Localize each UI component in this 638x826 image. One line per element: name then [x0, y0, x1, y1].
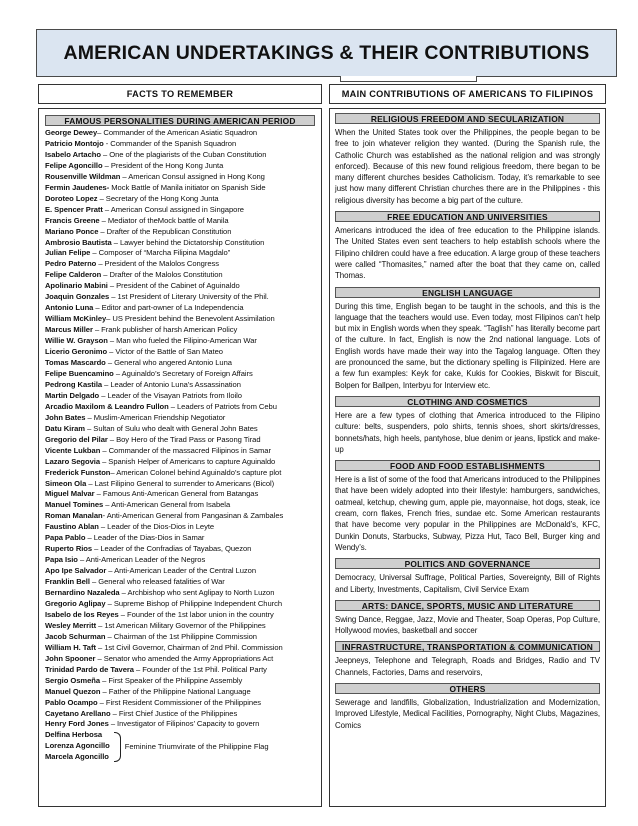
- personality-row: [45, 435, 317, 446]
- personality-row: [45, 259, 317, 270]
- personality-description: – Mediator of theMock battle of Manila: [99, 215, 229, 225]
- contribution-heading: RELIGIOUS FREEDOM AND SECULARIZATION: [335, 113, 600, 124]
- personalities-panel: [38, 108, 322, 807]
- personality-name: Pedro Paterno: [45, 259, 97, 269]
- personality-name: Martin Delgado: [45, 390, 100, 400]
- personality-row: [45, 610, 317, 621]
- personality-row: [45, 621, 317, 632]
- triumvirate-row: [45, 730, 110, 741]
- personality-row: [45, 292, 317, 303]
- personality-name: Cayetano Arellano: [45, 708, 111, 718]
- personality-description: – President of the Cabinet of Aguinaldo: [107, 281, 240, 291]
- personality-row: [45, 183, 317, 194]
- personality-name: John Bates: [45, 412, 86, 422]
- personality-description: – Muslim-American Friendship Negotiator: [85, 412, 226, 422]
- contribution-text: Sewerage and landfills, Globalization, Industrialization and Modernization, Improved Lifestyle, Medical Facilities, Pornography, Night Clubs, Magazines, Comics: [335, 697, 600, 730]
- personality-row: [45, 369, 317, 380]
- personality-description: – First Chief Justice of the Philippines: [110, 708, 238, 718]
- contribution-text: Swing Dance, Reggae, Jazz, Movie and Theater, Soap Operas, Pop Culture, Hollywood movies, basketball and soccer: [335, 614, 600, 636]
- personality-row: [45, 161, 317, 172]
- personality-description: – Secretary of the Hong Kong Junta: [97, 193, 219, 203]
- personality-description: – Leader of the Visayan Patriots from Iloilo: [99, 390, 242, 400]
- personality-description: – Leader of the Dias-Dios in Samar: [85, 533, 205, 543]
- contribution-heading: ARTS: DANCE, SPORTS, MUSIC AND LITERATURE: [335, 600, 600, 611]
- personality-description: – Composer of “Marcha Filipina Magdalo”: [90, 248, 231, 258]
- contribution-heading: ENGLISH LANGUAGE: [335, 287, 600, 298]
- personality-description: – Supreme Bishop of Philippine Independent Church: [105, 598, 283, 608]
- personality-description: – Sultan of Sulu who dealt with General John Bates: [85, 423, 258, 433]
- personality-description: – Father of the Philippine National Language: [100, 686, 251, 696]
- personality-row: [45, 194, 317, 205]
- personality-name: Ambrosio Bautista: [45, 237, 112, 247]
- personality-row: [45, 555, 317, 566]
- personality-name: Sergio Osmeña: [45, 675, 101, 685]
- personality-description: – Anti-American General from Isabela: [103, 500, 231, 510]
- personality-row: [45, 227, 317, 238]
- personality-name: Pablo Ocampo: [45, 697, 98, 707]
- personality-row: [45, 489, 317, 500]
- personality-name: Franklin Bell: [45, 577, 90, 587]
- triumvirate-member: Delfina Herbosa: [45, 730, 103, 740]
- personality-row: [45, 698, 317, 709]
- personality-row: [45, 336, 317, 347]
- personality-name: Henry Ford Jones: [45, 719, 109, 729]
- personality-name: John Spooner: [45, 653, 96, 663]
- personality-name: Arcadio Maxilom & Leandro Fullon: [45, 401, 169, 411]
- contribution-text: Americans introduced the idea of free education to the Philippine islands. The United States even sent teachers to help establish schools where the Filipino children could have a free education. A large group of these teachers were called “Thomasites,” named after the boat that they came on, called Thomas.: [335, 226, 600, 281]
- personality-description: – One of the plagiarists of the Cuban Constitution: [100, 149, 267, 159]
- personality-name: Papa Pablo: [45, 533, 86, 543]
- personality-name: Jacob Schurman: [45, 631, 106, 641]
- personality-description: – Famous Anti-American General from Batangas: [94, 489, 259, 499]
- personality-description: – Founder of the 1st labor union in the country: [118, 609, 274, 619]
- personality-name: Licerio Geronimo: [45, 347, 108, 357]
- personality-description: – Editor and part-owner of La Independencia: [93, 303, 244, 313]
- personality-description: - Anti-American General from Pangasinan & Zambales: [102, 511, 284, 521]
- personality-name: Roman Manalan: [45, 511, 103, 521]
- personality-name: Tomas Mascardo: [45, 358, 106, 368]
- personality-description: – Drafter of the Republican Constitution: [98, 226, 232, 236]
- personality-description: – General who released fatalities of War: [89, 577, 225, 587]
- personality-description: – Victor of the Battle of San Mateo: [107, 347, 223, 357]
- contribution-heading: OTHERS: [335, 683, 600, 694]
- page-title: AMERICAN UNDERTAKINGS & THEIR CONTRIBUTIONS: [36, 29, 617, 77]
- personality-description: – American Consul assigned in Singapore: [102, 204, 244, 214]
- facts-header: FACTS TO REMEMBER: [38, 84, 322, 104]
- personality-name: George Dewey: [45, 128, 98, 137]
- triumvirate-names: [45, 730, 110, 763]
- personality-row: [45, 347, 317, 358]
- contribution-text: Democracy, Universal Suffrage, Political Parties, Sovereignty, Bill of Rights and Liberty, Investments, Capitalism, Civil Service Exam: [335, 573, 600, 594]
- contributions-panel: [329, 108, 606, 807]
- personality-row: [45, 566, 317, 577]
- contribution-heading: INFRASTRUCTURE, TRANSPORTATION & COMMUNICATION: [335, 641, 600, 652]
- personality-row: [45, 446, 317, 457]
- personality-description: – Last Filipino General to surrender to Americans (Bicol): [86, 478, 275, 488]
- personality-name: Felipe Calderon: [45, 270, 102, 280]
- personality-description: – 1st Civil Governor, Chairman of 2nd Phil. Commission: [95, 642, 283, 652]
- personality-description: – Commander of the American Asiatic Squadron: [97, 128, 258, 137]
- brace-bracket: [114, 732, 121, 762]
- personality-row: [45, 687, 317, 698]
- personality-row: [45, 172, 317, 183]
- personality-name: Isabelo de los Reyes: [45, 609, 119, 619]
- personality-row: [45, 424, 317, 435]
- personality-description: – Boy Hero of the Tirad Pass or Pasong Tirad: [107, 434, 261, 444]
- personality-name: Manuel Quezon: [45, 686, 101, 696]
- personality-name: Lazaro Segovia: [45, 456, 101, 466]
- personality-name: Miguel Malvar: [45, 489, 95, 499]
- personality-row: [45, 709, 317, 720]
- personality-name: Joaquin Gonzales: [45, 292, 110, 302]
- contributions-header: MAIN CONTRIBUTIONS OF AMERICANS TO FILIPINOS: [329, 84, 606, 104]
- triumvirate-row: [45, 752, 110, 763]
- personality-name: Antonio Luna: [45, 303, 94, 313]
- personality-name: Willie W. Grayson: [45, 336, 108, 346]
- personality-name: Gregorio del Pilar: [45, 434, 108, 444]
- personality-row: [45, 654, 317, 665]
- personality-description: – Leader of Antonio Luna’s Assassination: [102, 379, 241, 389]
- personality-name: Julian Felipe: [45, 248, 91, 258]
- personality-row: [45, 281, 317, 292]
- personality-description: – US President behind the Benevolent Assimilation: [106, 314, 275, 324]
- personality-row: [45, 413, 317, 424]
- contribution-text: During this time, English began to be taught in the schools, and this is the language that the teachers would use. Even today, most Filipinos can’t help but mix in English words when they speak. “Taglish” has literally become part of the culture. In fact, English is now the 2nd national language. Lots of English words have made their way into the Tagalog language. Often they are pronounced the same, but the dictionary spelling is Filipinized. Here are a few fun examples: Keyk for cake, Kukis for Cookies, Biskwit for Biscuit, Bolpen for Ballpen, Interbyu for Interview etc.: [335, 301, 600, 390]
- personality-row: [45, 128, 317, 139]
- personality-name: Rousenville Wildman: [45, 171, 121, 181]
- personality-row: [45, 270, 317, 281]
- personality-name: Pedrong Kastila: [45, 379, 103, 389]
- personality-row: [45, 533, 317, 544]
- personality-row: [45, 632, 317, 643]
- personality-row: [45, 588, 317, 599]
- personality-row: [45, 511, 317, 522]
- contributions-list: [335, 113, 600, 731]
- personality-row: [45, 643, 317, 654]
- personality-row: [45, 139, 317, 150]
- contribution-text: When the United States took over the Philippines, the people began to be free to join whatever religion they wanted. (During the Spanish rule, the Catholic Church was established as the national religion and was strongly enforced). Because of this new found religious freedom, there began to be many different churches besides Catholicism. Today, it’s remarkable to see just how many different Christian churches there are in the Philippines - this religious diversity has become a big part of the culture.: [335, 128, 600, 205]
- personality-row: [45, 457, 317, 468]
- personality-name: Manuel Tomines: [45, 500, 104, 510]
- contribution-text: Jeepneys, Telephone and Telegraph, Roads and Bridges, Radio and TV Channels, Factories, Dams and reservoirs,: [335, 656, 600, 677]
- personality-name: Simeon Ola: [45, 478, 87, 488]
- personality-description: – Investigator of Filipinos’ Capacity to govern: [108, 719, 260, 729]
- personality-description: – American Colonel behind Aguinaldo’s capture plot: [110, 467, 282, 477]
- personality-name: Wesley Merritt: [45, 620, 97, 630]
- contribution-heading: CLOTHING AND COSMETICS: [335, 396, 600, 407]
- personality-description: - Commander of the Spanish Squadron: [103, 138, 237, 148]
- personality-description: – General who angered Antonio Luna: [105, 358, 232, 368]
- triumvirate-row: [45, 741, 110, 752]
- contribution-heading: FOOD AND FOOD ESTABLISHMENTS: [335, 460, 600, 471]
- personality-description: – Aguinaldo’s Secretary of Foreign Affairs: [113, 368, 253, 378]
- personality-description: – 1st President of Literary University of the Phil.: [109, 292, 269, 302]
- personality-row: [45, 479, 317, 490]
- personality-row: [45, 599, 317, 610]
- personality-description: Mock Battle of Manila initiator on Spanish Side: [109, 182, 266, 192]
- personality-row: [45, 665, 317, 676]
- personality-row: [45, 500, 317, 511]
- personality-row: [45, 468, 317, 479]
- personality-name: Papa Isio: [45, 555, 78, 565]
- contribution-heading: POLITICS AND GOVERNANCE: [335, 558, 600, 569]
- personality-name: Felipe Agoncillo: [45, 160, 103, 170]
- personality-name: Trinidad Pardo de Tavera: [45, 664, 134, 674]
- personality-name: Felipe Buencamino: [45, 368, 114, 378]
- personality-row: [45, 544, 317, 555]
- personality-name: Isabelo Artacho: [45, 149, 101, 159]
- personality-row: [45, 676, 317, 687]
- personality-name: Gregorio Aglipay: [45, 598, 106, 608]
- personality-name: Faustino Ablan: [45, 522, 99, 532]
- personality-row: [45, 216, 317, 227]
- personality-description: – Lawyer behind the Dictatorship Constitution: [111, 237, 265, 247]
- contribution-heading: FREE EDUCATION AND UNIVERSITIES: [335, 211, 600, 222]
- personality-description: – 1st American Military Governor of the Philippines: [96, 620, 266, 630]
- personality-name: Marcus Miller: [45, 325, 93, 335]
- personality-description: – Drafter of the Malolos Constitution: [101, 270, 223, 280]
- contribution-text: Here is a list of some of the food that Americans introduced to the Philippines that have been widely adopted into their lifestyle: hamburgers, sandwiches, oatmeal, ketchup, chewing gum, apple pie, mayonnaise, hot dogs, steak, ice cream, corn flakes, French fries, sundae etc. Some American restaurants that have become very popular in the Philippines are McDonald’s, KFC, Dunkin Donuts, Starbucks, Subway, Pizza Hut, Taco Bell, Burger king and Wendy’s.: [335, 475, 600, 552]
- personality-description: – President of the Hong Kong Junta: [102, 160, 224, 170]
- personality-description: – First Speaker of the Philippine Assembly: [100, 675, 243, 685]
- contribution-text: Here are a few types of clothing that America introduced to the Filipino culture: belts, suspenders, polo shirts, tennis shoes, short skirts/dresses, bonnets/hats, high heels, pantyhose, blue denim or jeans, lipstick and make-up: [335, 410, 600, 454]
- title-tab-decoration: [340, 76, 477, 82]
- personality-row: [45, 522, 317, 533]
- personality-name: Doroteo Lopez: [45, 193, 98, 203]
- personality-name: Francis Greene: [45, 215, 100, 225]
- personality-row: [45, 719, 317, 730]
- personality-row: [45, 391, 317, 402]
- personality-description: – Archbishop who sent Aglipay to North Luzon: [119, 588, 275, 598]
- personality-name: William H. Taft: [45, 642, 96, 652]
- personality-description: – Leaders of Patriots from Cebu: [168, 401, 277, 411]
- personality-name: Patricio Montojo: [45, 138, 104, 148]
- personality-row: [45, 325, 317, 336]
- personality-description: – Man who fueled the Filipino-American War: [107, 336, 257, 346]
- personality-description: – Leader of the Confradias of Tayabas, Quezon: [92, 544, 252, 554]
- triumvirate-group: [45, 730, 317, 763]
- personalities-heading: FAMOUS PERSONALITIES DURING AMERICAN PERIOD: [45, 115, 315, 126]
- personality-name: Frederick Funston: [45, 467, 111, 477]
- personality-row: [45, 248, 317, 259]
- personality-name: Apolinario Mabini: [45, 281, 108, 291]
- personality-row: [45, 150, 317, 161]
- personality-row: [45, 314, 317, 325]
- triumvirate-member: Marcela Agoncillo: [45, 752, 109, 762]
- personality-row: [45, 358, 317, 369]
- personality-description: – Founder of the 1st Phil. Political Party: [133, 664, 267, 674]
- personality-description: – Chairman of the 1st Philippine Commission: [105, 631, 257, 641]
- personality-description: – American Consul assigned in Hong Kong: [120, 171, 265, 181]
- personality-row: [45, 380, 317, 391]
- personality-description: – Senator who amended the Army Appropriations Act: [95, 653, 274, 663]
- personality-description: – Frank publisher of harsh American Policy: [92, 325, 238, 335]
- personality-description: – Commander of the massacred Filipinos in Samar: [100, 445, 271, 455]
- triumvirate-member: Lorenza Agoncillo: [45, 741, 110, 751]
- personality-description: – First Resident Commissioner of the Philippines: [97, 697, 261, 707]
- personality-description: – Leader of the Dios-Dios in Leyte: [98, 522, 215, 532]
- personality-name: E. Spencer Pratt: [45, 204, 103, 214]
- personality-name: Bernardino Nazaleda: [45, 588, 120, 598]
- personality-row: [45, 303, 317, 314]
- personality-description: – Anti-American Leader of the Central Luzon: [106, 566, 256, 576]
- personalities-list: [45, 128, 317, 730]
- personality-name: Vicente Lukban: [45, 445, 101, 455]
- personality-name: William McKinley: [45, 314, 107, 324]
- personality-name: Mariano Ponce: [45, 226, 99, 236]
- personality-description: – Spanish Helper of Americans to capture Aguinaldo: [100, 456, 276, 466]
- personality-row: [45, 205, 317, 216]
- personality-name: Ruperto Rios: [45, 544, 93, 554]
- personality-description: – President of the Malolos Congress: [96, 259, 219, 269]
- personality-name: Apo Ipe Salvador: [45, 566, 107, 576]
- personality-name: Datu Kiram: [45, 423, 86, 433]
- personality-description: – Anti-American Leader of the Negros: [77, 555, 206, 565]
- triumvirate-label: Feminine Triumvirate of the Philippine Flag: [124, 742, 269, 752]
- personality-row: [45, 238, 317, 249]
- personality-name: Fermin Jaudenes-: [45, 182, 110, 192]
- personality-row: [45, 402, 317, 413]
- personality-row: [45, 577, 317, 588]
